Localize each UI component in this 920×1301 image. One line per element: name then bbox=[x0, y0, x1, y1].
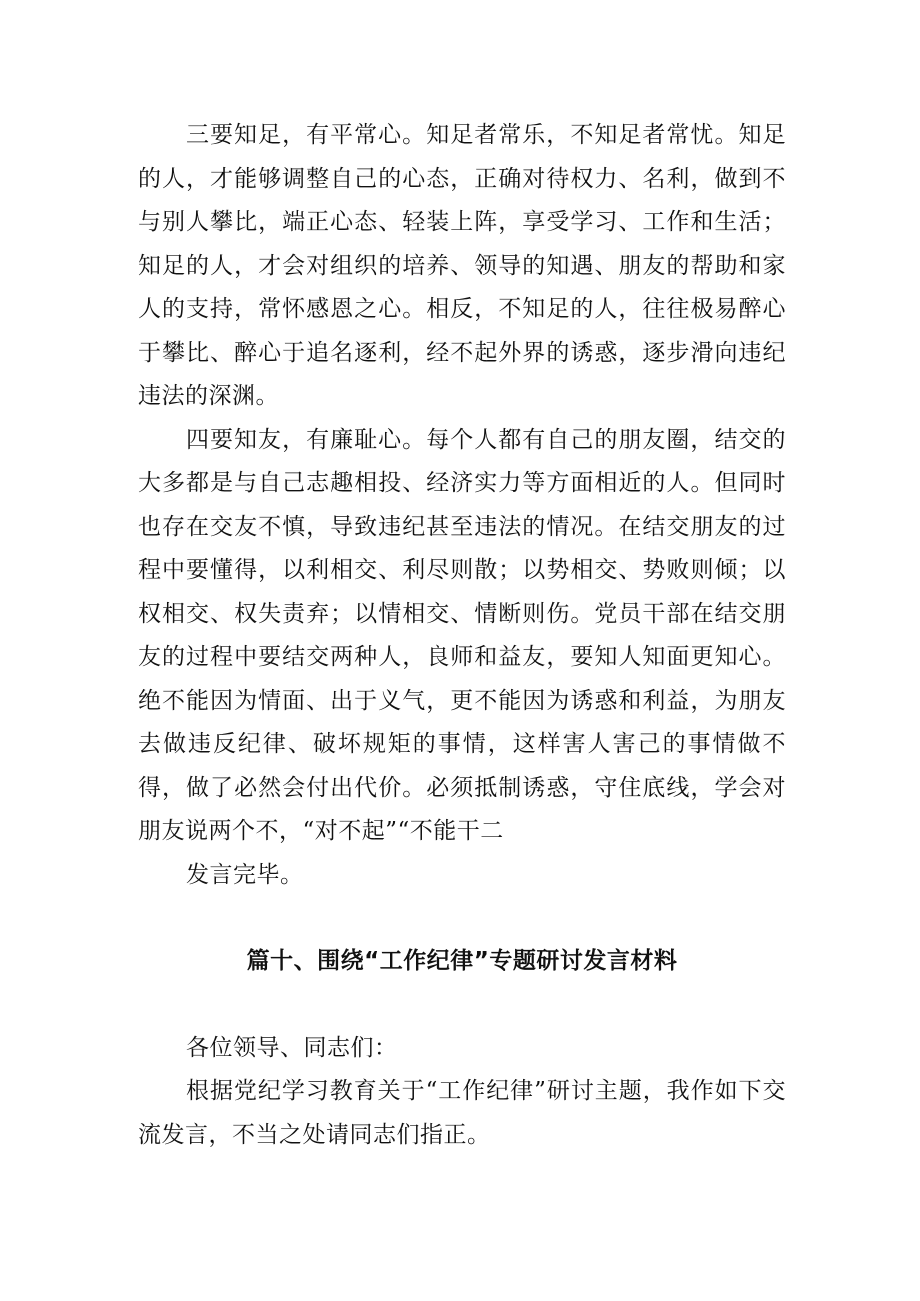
paragraph-intro: 根据党纪学习教育关于“工作纪律”研讨主题，我作如下交流发言，不当之处请同志们指正。 bbox=[138, 1078, 786, 1148]
paragraph-closing: 发言完毕。 bbox=[186, 861, 304, 888]
section-title: 篇十、围绕“工作纪律”专题研讨发言材料 bbox=[246, 948, 678, 974]
document-page bbox=[138, 114, 786, 1157]
paragraph-know-friends: 四要知友，有廉耻心。每个人都有自己的朋友圈，结交的大多都是与自己志趣相投、经济实力等方面相近的人。但同时也存在交友不慎，导致违纪甚至违法的情况。在结交朋友的过程中要懂得，以利相交、利尽则散；以势相交、势败则倾；以权相交、权失责弃；以情相交、情断则伤。党员干部在结交朋友的过程中要结交两种人，良师和益友，要知人知面更知心。绝不能因为情面、出于义气，更不能因为诱惑和利益，为朋友去做违反纪律、破坏规矩的事情，这样害人害己的事情做不得，做了必然会付出代价。必须抵制诱惑，守住底线，学会对朋友说两个不，“对不起”“不能干二 bbox=[138, 426, 786, 844]
paragraph-salutation: 各位领导、同志们： bbox=[186, 1034, 398, 1061]
paragraph-know-content: 三要知足，有平常心。知足者常乐，不知足者常忧。知足的人，才能够调整自己的心态，正确对待权力、名利，做到不与别人攀比，端正心态、轻装上阵，享受学习、工作和生活；知足的人，才会对组织的培养、领导的知遇、朋友的帮助和家人的支持，常怀感恩之心。相反，不知足的人，往往极易醉心于攀比、醉心于追名逐利，经不起外界的诱惑，逐步滑向违纪违法的深渊。 bbox=[138, 122, 786, 409]
